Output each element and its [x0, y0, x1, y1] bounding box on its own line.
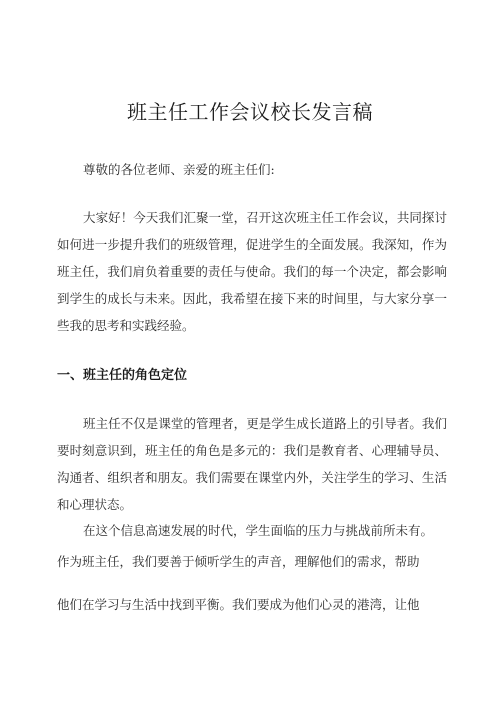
section1-line-1	[57, 521, 457, 541]
section1-line-2: 作为班主任，我们要善于倾听学生的声音，理解他们的需求，帮助	[57, 554, 420, 569]
section1-line-1-text: 在这个信息高速发展的时代，学生面临的压力与挑战前所未有。	[83, 523, 434, 538]
section1-text: 班主任不仅是课堂的管理者，更是学生成长道路上的引导者。我们要时刻意识到，班主任的角色是多元的：我们是教育者、心理辅导员、沟通者、组织者和朋友。我们需要在课堂内外，关注学生的学习、生活和心理状态。	[57, 416, 447, 512]
section1-paragraph	[57, 410, 447, 518]
document-title: 班主任工作会议校长发言稿	[127, 100, 373, 124]
section-heading-1: 一、班主任的角色定位	[57, 368, 188, 383]
intro-text: 大家好！今天我们汇聚一堂，召开这次班主任工作会议，共同探讨如何进一步提升我们的班级管理，促进学生的全面发展。我深知，作为班主任，我们肩负着重要的责任与使命。我们的每一个决定，都会影响到学生的成长与未来。因此，我希望在接下来的时间里，与大家分享一些我的思考和实践经验。	[57, 210, 447, 333]
greeting-text: 尊敬的各位老师、亲爱的班主任们:	[83, 162, 275, 177]
section1-line-3: 他们在学习与生活中找到平衡。我们要成为他们心灵的港湾，让他	[57, 597, 420, 612]
greeting-paragraph	[57, 156, 447, 183]
intro-paragraph	[57, 204, 447, 339]
